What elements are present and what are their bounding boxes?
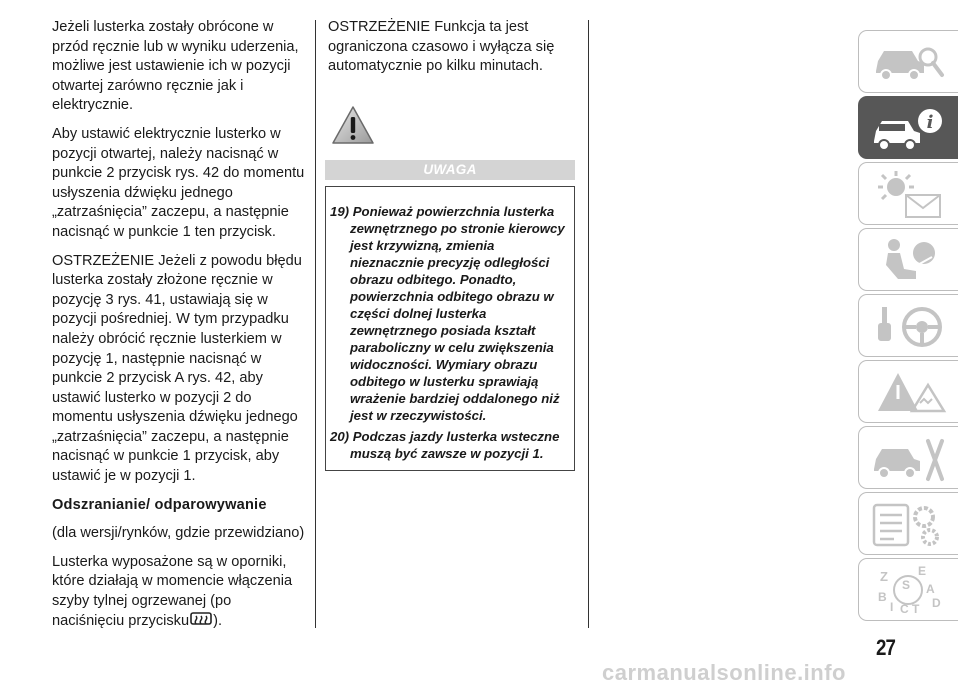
alphabet-index-icon: [868, 563, 948, 617]
tab-key-steering[interactable]: [858, 294, 958, 357]
watermark: carmanualsonline.info: [602, 660, 846, 685]
left-column: [52, 18, 307, 643]
warning-item-19: 19) Ponieważ powierzchnia lusterka zewnętrznego po stronie kierowcy jest krzywizną, zmienia nieznacznie precyzję odległości obrazu odbitego. Ponadto, powierzchnia odbitego obrazu w części dolnej lusterka zewnętrznego posiada kształt paraboliczny w celu zwiększenia widoczności. Wymiary obrazu odbitego w lusterku sprawiają wrażenie bardziej oddalonego niż jest w rzeczywistości.: [330, 204, 565, 423]
warning-item-20: 20) Podczas jazdy lusterka wsteczne muszą być zawsze w pozycji 1.: [330, 429, 560, 461]
paragraph-2: Aby ustawić elektrycznie lusterko w pozycji otwartej, należy nacisnąć w punkcie 2 przycisk rys. 42 do momentu usłyszenia dźwięku jednego „zatrzaśnięcia” zaczepu, a następnie nacisnąć w punkcie 1 ten przycisk.: [52, 125, 305, 240]
svg-text:B: B: [878, 590, 887, 604]
tab-alphabet-index[interactable]: [858, 558, 958, 621]
svg-text:S: S: [902, 578, 911, 592]
tab-warning-lights[interactable]: [858, 162, 958, 225]
middle-column: [328, 18, 578, 86]
column-divider: [588, 20, 589, 628]
car-info-icon: [868, 101, 948, 155]
paragraph-1: Jeżeli lusterka zostały obrócone w przód ręcznie lub w wyniku uderzenia, możliwe jest ustawienie ich w pozycji otwartej zarówno ręcznie jak i elektrycznie.: [52, 19, 299, 114]
tab-seat-airbag[interactable]: [858, 228, 958, 291]
svg-text:C: C: [900, 602, 909, 616]
section-title: Odszranianie/ odparowywanie: [52, 496, 267, 513]
section-subtitle: (dla wersji/rynków, gdzie przewidziano): [52, 525, 305, 542]
column-divider: [315, 20, 316, 628]
note-paragraph: OSTRZEŻENIE Funkcja ta jest ograniczona czasowo i wyłącza się automatycznie po kilku minutach.: [328, 19, 555, 75]
car-tools-icon: [868, 431, 948, 485]
svg-text:I: I: [890, 600, 894, 614]
tab-technical-data[interactable]: [858, 492, 958, 555]
tab-car-magnifier[interactable]: [858, 30, 958, 93]
technical-data-gears-icon: [868, 497, 948, 551]
paragraph-4-end: ).: [213, 612, 222, 629]
tab-road-warning[interactable]: [858, 360, 958, 423]
tab-car-tools[interactable]: [858, 426, 958, 489]
svg-text:A: A: [926, 582, 935, 596]
svg-text:T: T: [912, 602, 920, 616]
warning-triangle-icon: [331, 105, 375, 150]
svg-text:D: D: [932, 596, 941, 610]
warning-lights-envelope-icon: [868, 167, 948, 221]
paragraph-4: [52, 553, 307, 634]
rear-defrost-icon: [190, 612, 212, 635]
seat-airbag-icon: [868, 233, 948, 287]
paragraph-3: OSTRZEŻENIE Jeżeli z powodu błędu lusterka zostały złożone ręcznie w pozycję 3 rys. 41, ustawiają się w pozycji pośredniej. W tym przypadku należy obrócić ręcznie lusterkiem w pozycję 1, następnie nacisnąć w punkcie 2 przycisk A rys. 42, aby ustawić lusterko w pozycji 2 do momentu usłyszenia dźwięku jednego „zatrzaśnięcia” zaczepu, a następnie nacisnąć w punkcie 1 przycisk, aby ustawić je w pozycji 1.: [52, 252, 302, 485]
uwaga-box: [325, 186, 575, 471]
tab-car-info[interactable]: [858, 96, 958, 159]
svg-text:Z: Z: [880, 569, 888, 584]
uwaga-header: UWAGA: [325, 160, 575, 180]
car-magnifier-icon: [868, 35, 948, 89]
svg-text:E: E: [918, 564, 927, 578]
road-warning-icon: [868, 365, 948, 419]
page-number: 27: [876, 635, 896, 660]
paragraph-4-text: Lusterka wyposażone są w oporniki, które działają w momencie włączenia szyby tylnej ogrzewanej (po naciśnięciu przycisku: [52, 553, 293, 629]
key-steering-wheel-icon: [868, 299, 948, 353]
svg-text:i: i: [926, 112, 934, 133]
